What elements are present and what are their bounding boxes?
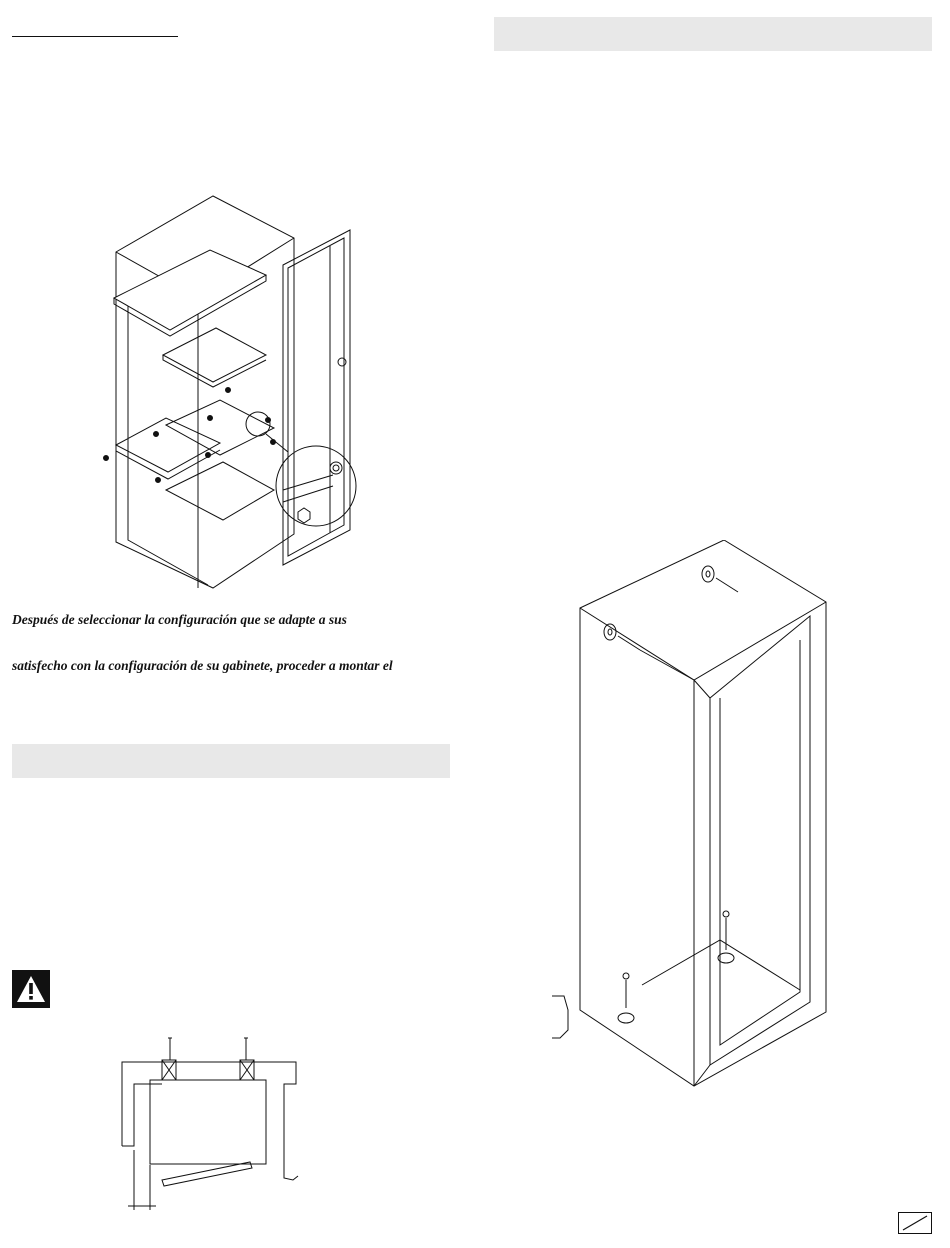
section-heading-band-right — [494, 17, 932, 51]
wall-mount-cabinet-diagram — [550, 540, 840, 1100]
shelf-assembly-diagram — [98, 190, 368, 600]
instruction-line-1: Después de seleccionar la configuración que se adapte a sus — [12, 612, 347, 627]
page-slash-icon — [898, 1212, 932, 1234]
heading-underline — [12, 36, 178, 37]
instruction-line-2: satisfecho con la configuración de su gabinete, proceder a montar el — [12, 658, 393, 673]
section-heading-band-left — [12, 744, 450, 778]
mounting-section-diagram — [110, 1030, 310, 1215]
warning-icon — [12, 970, 50, 1008]
